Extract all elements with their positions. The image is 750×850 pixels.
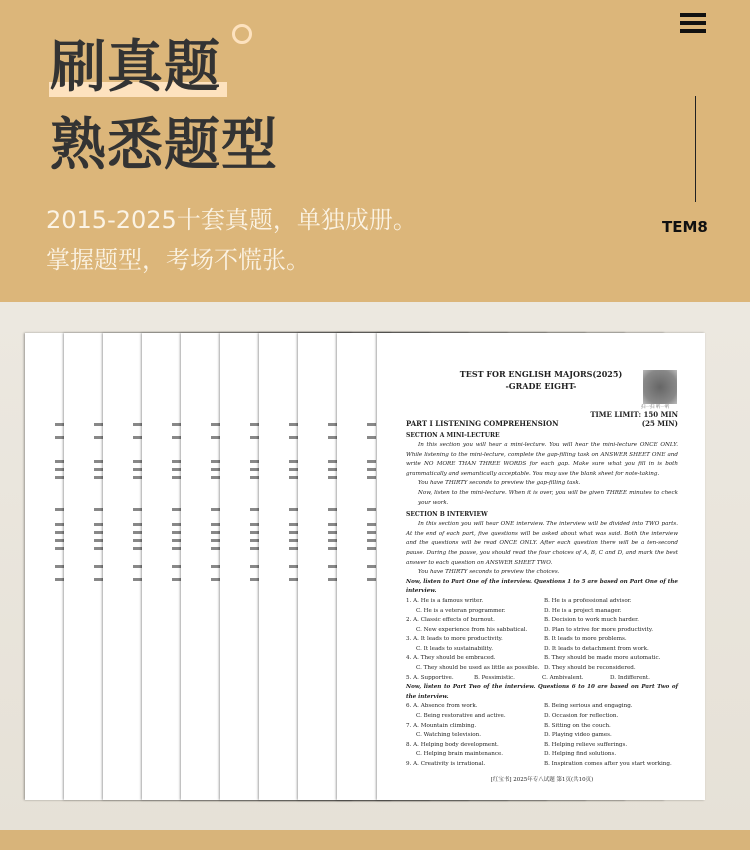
menu-icon[interactable] bbox=[680, 13, 706, 33]
question-row: 8. A. Helping body development. B. Helping relieve sufferings. bbox=[406, 741, 628, 748]
question-row: C. They should be used as little as possible. D. They should be reconsidered. bbox=[416, 665, 636, 672]
section-a-text: In this section you will hear a mini-lecture. You will hear the mini-lecture ONCE ONLY. While listening to the mini-lecture, complete the gap-filling task on ANSWER SHEET ONE and write NO MORE THAN THREE WORDS for each gap. Make sure what you fill in is both grammatically and semantically acceptable. You may use the blank sheet for note-taking. bbox=[406, 442, 678, 477]
question-row: 7. A. Mountain climbing. B. Sitting on the couch. bbox=[406, 722, 611, 729]
promo-header bbox=[0, 0, 750, 302]
exam-grade: -GRADE EIGHT- bbox=[505, 381, 577, 391]
subtitle-1: 2015-2025十套真题，单独成册。 bbox=[46, 206, 417, 234]
question-row: C. Watching television. D. Playing video games. bbox=[416, 732, 612, 739]
section-b-heading: SECTION B INTERVIEW bbox=[406, 511, 488, 519]
question-row: 6. A. Absence from work. B. Being serious and engaging. bbox=[406, 703, 633, 710]
exam-sheet-front bbox=[377, 333, 705, 800]
exam-title: TEST FOR ENGLISH MAJORS(2025) bbox=[459, 369, 623, 379]
time-limit: TIME LIMIT: 150 MIN bbox=[590, 410, 678, 419]
section-b-text: In this section you will hear ONE interview. The interview will be divided into TWO parts. At the end of each part, five questions will be asked about what was said. Both the interview and the questions will be read ONCE ONLY. After each question there will be a ten-second pause. During the pause, you should read the four choices of A, B, C and D, and mark the best answer to each question on ANSWER SHEET TWO. bbox=[406, 521, 678, 566]
question-row: 2. A. Classic effects of burnout. B. Decision to work much harder. bbox=[406, 617, 639, 624]
part-heading: PART I LISTENING COMPREHENSION (25 MIN) bbox=[406, 419, 678, 428]
exam-tag: TEM8 bbox=[662, 218, 708, 236]
page-footer: [红宝书] 2025年专八试题 第1页(共10页) bbox=[490, 776, 594, 783]
divider bbox=[695, 96, 696, 202]
part-two-instruction: Now, listen to Part Two of the interview. Questions 6 to 10 are based on Part Two of the interview. bbox=[406, 684, 678, 700]
section-a-preview: You have THIRTY seconds to preview the gap-filling task. bbox=[418, 480, 581, 487]
question-row: C. He is a veteran programmer. D. He is a project manager. bbox=[416, 607, 622, 614]
question-row: C. It leads to sustainability. D. It leads to detachment from work. bbox=[416, 645, 649, 652]
circle-decoration-icon bbox=[232, 24, 252, 44]
qr-caption: 扫一扫 听一听 bbox=[641, 405, 670, 410]
section-a-heading: SECTION A MINI-LECTURE bbox=[406, 432, 500, 439]
section-a-now: Now, listen to the mini-lecture. When it is over, you will be given THREE minutes to check your work. bbox=[418, 489, 678, 506]
headline-1: 刷真题 bbox=[50, 35, 221, 100]
part-one-instruction: Now, listen to Part One of the interview. Questions 1 to 5 are based on Part One of the interview. bbox=[406, 578, 678, 595]
question-row: 1. A. He is a famous writer. B. He is a professional advisor. bbox=[406, 597, 632, 604]
question-row: 9. A. Creativity is irrational. B. Inspiration comes after you start working. bbox=[406, 761, 672, 767]
question-row: 5. A. Supportive. B. Pessimistic. C. Ambivalent. D. Indifferent. bbox=[406, 674, 650, 681]
question-row: C. New experience from his sabbatical. D. Plan to strive for more productivity. bbox=[416, 626, 654, 633]
subtitle-2: 掌握题型，考场不慌张。 bbox=[46, 246, 310, 274]
bottom-band bbox=[0, 830, 750, 850]
question-row: 4. A. They should be embraced. B. They should be made more automatic. bbox=[406, 655, 661, 662]
section-b-preview: You have THIRTY seconds to preview the choices. bbox=[418, 569, 560, 576]
question-row: 3. A. It leads to more productivity. B. It leads to more problems. bbox=[406, 636, 627, 643]
headline-2: 熟悉题型 bbox=[50, 113, 278, 178]
qr-code[interactable] bbox=[643, 370, 677, 404]
question-row: C. Helping brain maintenance. D. Helping find solutions. bbox=[416, 751, 617, 758]
question-row: C. Being restorative and active. D. Occasion for reflection. bbox=[416, 713, 619, 720]
